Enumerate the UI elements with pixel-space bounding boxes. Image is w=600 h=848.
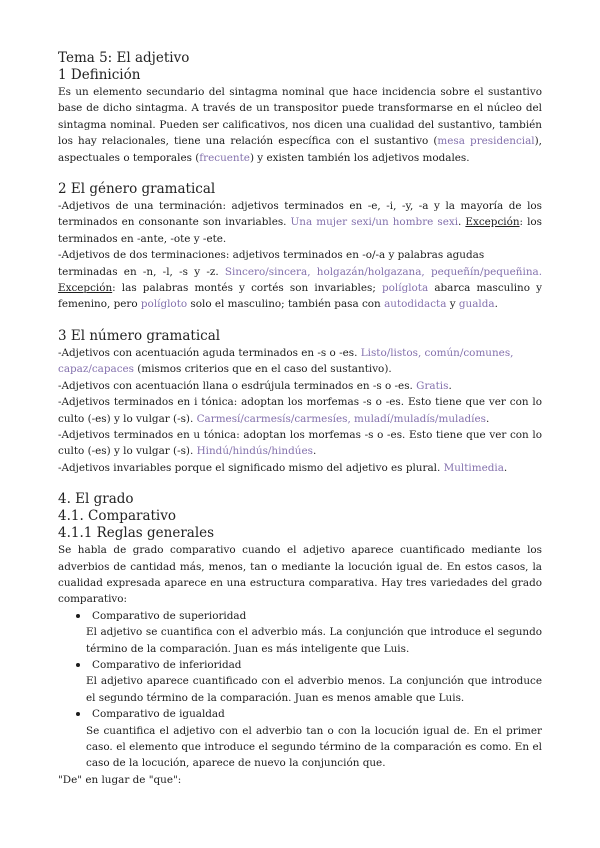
text-run: -Adjetivos terminados en u tónica: adoptan los morfemas -s o -es. Esto tiene que ver con lo culto (-es) y lo vulgar (-s). [58,428,542,458]
list-item-description: El adjetivo aparece cuantificado con el adverbio menos. La conjunción que introduce el segundo término de la comparación. Juan es menos amable que Luis. [86,675,542,704]
text-run: -Adjetivos con acentuación llana o esdrújula terminados en -s o -es. [58,379,417,392]
section-2-paragraph-2 [58,247,542,263]
example-text: mesa presidencial [437,135,535,148]
text-run: -Adjetivos de una terminación: adjetivos terminados en -e, -i, -y, -a y la mayoría de los terminados en consonante son invariables. [58,200,542,229]
document-page [58,50,542,788]
section-3-paragraph-5 [58,460,542,476]
text-run: -Adjetivos invariables porque el significado mismo del adjetivo es plural. [58,461,444,474]
section-3-heading: 3 El número gramatical [58,327,221,344]
comparative-list [58,608,542,772]
text-run: -Adjetivos terminados en i tónica: adoptan los morfemas -s o -es. Esto tiene que ver con lo culto (-es) y lo vulgar (-s). [58,396,542,425]
example-text: Gratis [416,379,449,392]
section-4-heading: 4. El grado [58,491,134,508]
example-text: Sincero/sincera, holgazán/holgazana, pequeñín/pequeñina. [224,265,543,278]
text-run: : los terminados en -ante, -ote y -ete. [58,216,543,245]
text-run: . [448,379,452,392]
text-run: y [446,298,459,311]
text-run: . [458,216,466,229]
example-text: autodidacta [384,298,447,311]
text-run: -Adjetivos con acentuación aguda terminados en -s o -es. [58,346,361,359]
bullet-icon [76,663,80,667]
exception-label: Excepción [465,216,520,229]
list-item [58,608,542,657]
text-run: abarca masculino y femenino, pero [58,282,542,311]
list-item [58,706,542,772]
section-4-intro: Se habla de grado comparativo cuando el adjetivo aparece cuantificado mediante los adverbios de cantidad más, menos, tan o mediante la locución igual de. En estos casos, la cualidad expresada aparece en una estructura comparativa. Hay tres variedades del grado comparativo: [58,544,542,606]
section-2-paragraph-3 [58,264,542,313]
document-title: Tema 5: El adjetivo [58,50,190,66]
text-run: Es un elemento secundario del sintagma nominal que hace incidencia sobre el sustantivo base de dicho sintagma. A través de un transpositor puede transformarse en el núcleo del sintagma nominal. Pueden ser calificativos, nos dicen una cualidad del sustantivo, también los hay relacionales, tiene una relación específica con el sustantivo ( [58,86,542,148]
list-item-title: Comparativo de igualdad [92,708,225,721]
example-text: Una mujer sexi/un hombre sexi [290,216,459,229]
text-run: -Adjetivos de dos terminaciones: adjetivos terminados en -o/-a y palabras agudas [58,249,485,262]
text-run: . [494,298,498,311]
list-item [58,657,542,706]
section-3-paragraph-2 [58,378,542,394]
text-run: . [503,461,508,474]
bullet-icon [76,614,80,618]
section-2-paragraph-1 [58,198,542,247]
section-4-1-1-heading: 4.1.1 Reglas generales [58,525,215,542]
list-item-title: Comparativo de superioridad [92,609,247,622]
section-1-paragraph [58,84,542,166]
example-text: políglota [382,282,429,295]
closing-line: "De" en lugar de "que": [58,773,182,786]
text-run: terminadas en -n, -l, -s y -z. [58,265,225,278]
text-run: (mismos criterios que en el caso del sustantivo). [134,363,392,376]
list-item-description: Se cuantifica el adjetivo con el adverbio tan o con la locución igual de. En el primer caso. el elemento que introduce el segundo término de la comparación es como. En el caso de la locución, aparece de nuevo la conjunción que. [86,724,542,770]
bullet-icon [76,712,80,716]
section-1-heading: 1 Definición [58,67,141,83]
example-text: polígloto [140,298,188,311]
text-run: ), aspectuales o temporales ( [58,135,542,164]
example-text: Hindú/hindús/hindúes [196,445,313,458]
text-run: ) y existen también los adjetivos modales. [249,151,470,164]
text-run: . [312,445,317,458]
section-2-heading: 2 El género gramatical [58,181,216,198]
list-item-description: El adjetivo se cuantifica con el adverbio más. La conjunción que introduce el segundo término de la comparación. Juan es más inteligente que Luis. [86,626,542,655]
list-item-title: Comparativo de inferioridad [92,658,242,671]
example-text: Listo/listos, común/comunes, capaz/capaces [58,346,514,376]
text-run: : las palabras montés y cortés son invariables; [112,282,383,295]
exception-label: Excepción [58,282,113,295]
section-4-1-heading: 4.1. Comparativo [58,508,176,525]
section-3-paragraph-1 [58,345,542,378]
text-run: . [486,412,490,425]
example-text: Multimedia [443,461,504,474]
text-run: solo el masculino; también pasa con [187,298,385,311]
section-3-paragraph-4 [58,427,542,460]
example-text: frecuente [199,151,250,164]
example-text: Carmesí/carmesís/carmesíes, muladí/muladís/muladíes [196,412,486,425]
example-text: gualda [458,298,495,311]
section-3-paragraph-3 [58,394,542,427]
